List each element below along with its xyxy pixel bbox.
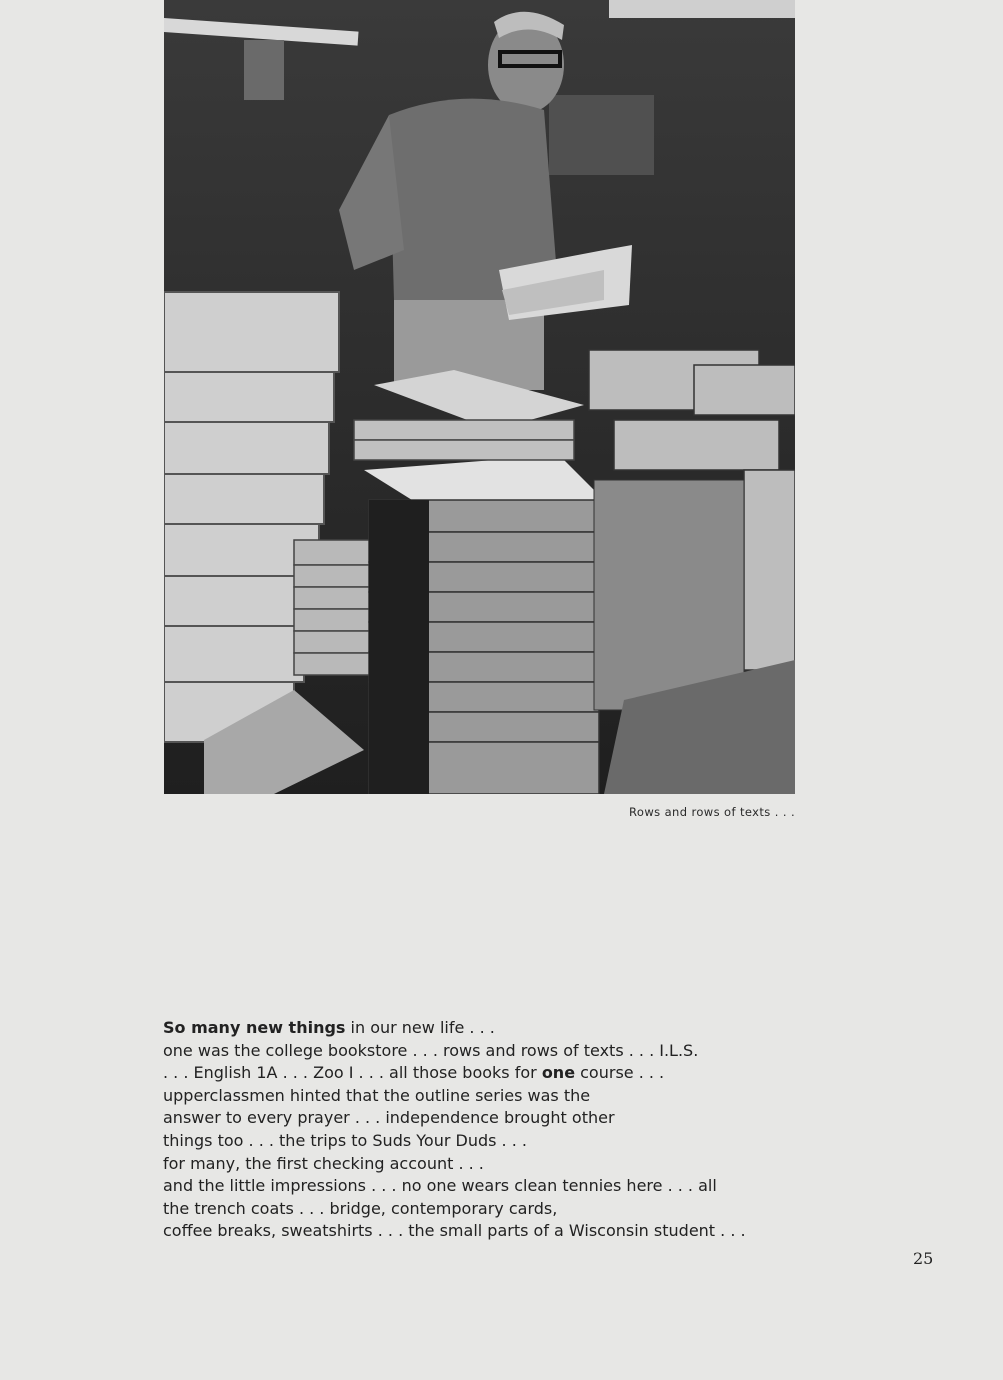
body-line-3 [163,1062,763,1085]
body-line-4: upperclassmen hinted that the outline series was the [163,1085,591,1105]
body-line-7: for many, the first checking account . . . [163,1153,484,1173]
body-line-10: coffee breaks, sweatshirts . . . the small parts of a Wisconsin student . . . [163,1221,746,1241]
line3-bold: one [541,1063,576,1083]
body-line-9: the trench coats . . . bridge, contemporary cards, [163,1198,558,1218]
body-line-8: and the little impressions . . . no one wears clean tennies here . . . all [163,1176,717,1196]
photo-image [164,0,795,794]
line3-start: . . . English 1A . . . Zoo I . . . all those books for [163,1063,542,1083]
lead-in-bold: So many new things [163,1018,346,1037]
line3-end: course . . . [575,1063,665,1083]
bookstore-photo [164,0,795,794]
lead-in-rest: in our new life . . . [345,1018,495,1037]
photo-caption: Rows and rows of texts . . . [629,805,795,819]
body-paragraph [163,1017,763,1243]
body-line-1 [163,1017,763,1040]
body-line-2: one was the college bookstore . . . rows and rows of texts . . . I.L.S. [163,1040,699,1060]
page-number: 25 [913,1249,934,1268]
body-line-6: things too . . . the trips to Suds Your Duds . . . [163,1130,527,1150]
body-line-5: answer to every prayer . . . independence brought other [163,1108,615,1128]
